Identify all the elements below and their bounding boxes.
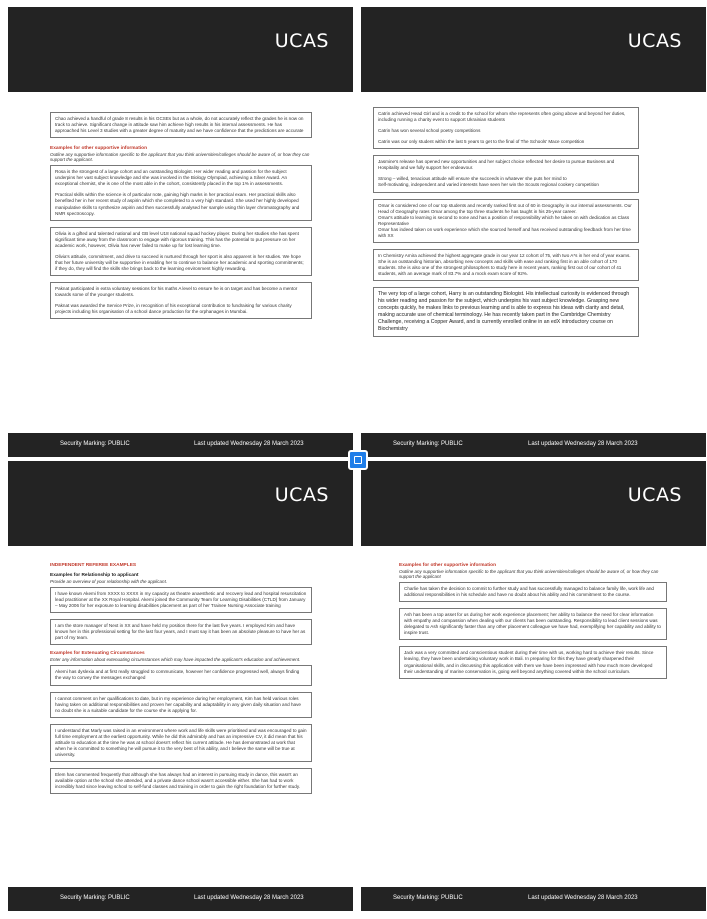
text-box xyxy=(373,199,639,243)
paragraph: Paknat was awarded the Service Prize, in recognition of his exceptional contribution to fundraising for various charity projects including his organisation of a school dance production for the orphanages in Mumbai. xyxy=(55,303,292,315)
text-box xyxy=(50,282,312,319)
section-heading: Examples for other supportive information xyxy=(50,146,148,152)
text-box xyxy=(399,608,667,640)
text-box xyxy=(50,227,312,276)
text-box xyxy=(399,582,667,602)
document-page-1 xyxy=(8,7,353,457)
paragraph: Charlie has taken the decision to commit to further study and has successfully managed to balance family life, work life and additional responsibilities in his schedule and have no doubt about his ability and his commitment to the course. xyxy=(404,586,654,598)
paragraph: Omar has indeed taken on work experience which she sourced herself and has received outstanding feedback from her time with XX xyxy=(378,226,631,238)
text-box xyxy=(50,768,312,794)
page-body xyxy=(373,107,639,343)
last-updated: Last updated Wednesday 28 March 2023 xyxy=(194,895,304,901)
paragraph: Self-motivating, independent and varied interests have seen her win the Scouts regional cookery competition xyxy=(378,182,599,188)
ucas-logo: UCAS xyxy=(274,484,329,506)
page-footer xyxy=(361,887,706,911)
section-subheading: Enter any information about extenuating circumstances which may have impacted the applicant's education and achievement. xyxy=(50,657,301,663)
paragraph: I have known Akemi from XXXX to XXXX in my capacity as theatre anaesthetic and recovery lead and hospital resuscitation lead practitioner at the XX Royal Hospital. Akemi joined the Community Team for Learning Disabilities (CTLD) from January – May 2006 for her exposure to learning disabilities placement as part of her Trainee Nursing Associate training xyxy=(55,591,307,609)
text-box xyxy=(50,165,312,220)
section-subheading: Outline any supportive information specific to the applicant that you think universities/colleges should be aware of, or how they can support the applicant xyxy=(399,569,659,579)
paragraph: In Chemistry Amira achieved the highest aggregate grade in our year 12 cohort of 75, with two A*s in her end of year exams. She is an outstanding historian, absorbing new concepts and skills with ease and ranking first in an able cohort of 170 students. She is also one of the strongest philosophers to study here in recent years, ranking first out of our cohort of 41 students, with an average mark of 83.7% and a mock exam score of 92%. xyxy=(378,252,631,277)
text-box xyxy=(50,112,312,138)
paragraph: Catrin has won several school poetry competitions xyxy=(378,128,481,134)
page-header xyxy=(361,461,706,546)
text-box xyxy=(50,692,312,718)
document-page-3 xyxy=(8,461,353,911)
text-box xyxy=(373,107,639,149)
security-marking: Security Marking: PUBLIC xyxy=(393,441,463,447)
document-title: INDEPENDENT REFEREE EXAMPLES xyxy=(50,563,137,568)
document-page-2 xyxy=(361,7,706,457)
page-switcher-icon[interactable] xyxy=(348,450,368,470)
page-footer xyxy=(361,433,706,457)
section-heading: Examples for other supportive information xyxy=(399,563,497,568)
section-heading: Examples for Extenuating Circumstances xyxy=(50,651,145,657)
text-box xyxy=(50,587,312,613)
paragraph: I am the store manager of Next in XX and have held my position there for the last five years. I employed Kim and have known her in this professional setting for the last four years, and I must say it has been an absolute pleasure to have her as part of my team. xyxy=(55,623,306,641)
page-body xyxy=(50,112,312,325)
text-box xyxy=(50,724,312,762)
ucas-logo: UCAS xyxy=(627,30,682,52)
page-header xyxy=(361,7,706,92)
text-box xyxy=(399,646,667,678)
paragraph: I cannot comment on her qualifications to date, but in my experience during her employment, Kim has held various roles having taken on additional responsibilities and proven her capability and adaptability in any given daily situation and have no doubt she is a suitable candidate for the course she is applying for. xyxy=(55,695,301,713)
security-marking: Security Marking: PUBLIC xyxy=(60,441,130,447)
paragraph: Olivia is a gifted and talented national and GB level U18 national squad hockey player. During her studies she has spent significant time away from the classroom to engage with rigorous training. This has the potential to put pressure on her academic work, however, Olivia has never failed to make up for lost learning time. xyxy=(55,230,299,248)
document-page-4 xyxy=(361,461,706,911)
security-marking: Security Marking: PUBLIC xyxy=(393,895,463,901)
paragraph: Paknat participated in extra voluntary sessions for his maths A level to ensure he is on target and has become a mentor towards some of the younger students. xyxy=(55,286,298,298)
paragraph: Chao achieved a handful of grade 8 results in his GCSEs but as a whole, do not accurately reflect the grades he is now on track to achieve. Significant change in attitude saw him achieve high results in his internal assessments. He has approached his Level 3 studies with a greater degree of maturity and we have confidence that the predictions are accurate xyxy=(55,116,304,134)
text-box xyxy=(50,665,312,685)
ucas-logo: UCAS xyxy=(274,30,329,52)
security-marking: Security Marking: PUBLIC xyxy=(60,895,130,901)
paragraph: Practical skills within the science is of particular note, gaining high marks in her practical exam. Her practical skills also benefited her in her recent study of aspirin which she completed to a very high standard. She used her highly developed manipulative skills to synthesize aspirin and then successfully analysed her sample using thin layer chromatography and NMR spectroscopy. xyxy=(55,192,300,216)
page-footer xyxy=(8,433,353,457)
page-header xyxy=(8,7,353,92)
page-footer xyxy=(8,887,353,911)
last-updated: Last updated Wednesday 28 March 2023 xyxy=(194,441,304,447)
paragraph: I understand that Marly was raised in an environment where work and life skills were prioritised and was encouraged to gain full time employment at the earliest opportunity. While he did this admirably and has an impressive CV, it did mean that his attitude to education at the time he was at school doesn't reflect his current attitude. He has demonstrated at work that when he is committed to something he will pursue it to the very best of his ability, and I believe the same will be true at university. xyxy=(55,727,307,757)
text-box xyxy=(373,249,639,281)
text-box xyxy=(50,619,312,645)
paragraph: Jack was a very committed and conscientious student during their time with us, working hard to achieve their results. Since leaving, they have been undertaking voluntary work in Bali. In preparing for this they have greatly sharpened their organisational skills, and in discussing this application with them we have been impressed with how much more developed their understanding of marine conservation is, going well beyond anything covered within the school curriculum. xyxy=(404,650,654,674)
text-box xyxy=(373,155,639,192)
paragraph: The very top of a large cohort, Harry is an outstanding Biologist. His intellectual curiosity is evidenced through his wider reading and passion for the subject, which underpins his vast subject knowledge. Grasping new concepts quickly, he makes links to previous learning and is able to express his ideas with clarity and detail, making accurate use of chemical terminology. He has recently taken part in the Cambridge Chemistry Challenge, receiving a Copper Award, and is currently enrolled online in an edX introductory course on Biochemistry xyxy=(378,291,630,333)
page-header xyxy=(8,461,353,546)
section-heading: Examples for Relationship to applicant xyxy=(50,573,139,578)
paragraph: Elem has commented frequently that although she has always had an interest in pursuing study in dance, this wasn't an available option at the school she attended, and a private dance school wasn't accessible either. She has had to work incredibly hard since leaving school to self-fund classes and training in order to gain the right foundation for further study. xyxy=(55,772,301,790)
page-body xyxy=(399,563,667,685)
paragraph: Strong – willed, tenacious attitude will ensure she succeeds in whatever she puts her mind to xyxy=(378,176,567,182)
paragraph: Catrin was our only student within the last 5 years to get to the final of The Schools' Mace competition xyxy=(378,139,585,145)
section-subheading: Provide an overview of your relationship with the applicant. xyxy=(50,579,168,584)
last-updated: Last updated Wednesday 28 March 2023 xyxy=(528,441,638,447)
ucas-logo: UCAS xyxy=(627,484,682,506)
paragraph: Catrin achieved Head Girl and is a credit to the school for whom she represents often going above and beyond her duties, including running a charity event to support Ukrainian students xyxy=(378,111,626,123)
paragraph: Rosa is the strongest of a large cohort and an outstanding Biologist. Her wider reading and passion for the subject underpins her vast subject knowledge and she was involved in the Biology Olympiad, achieving a Silver Award. An exceptional chemist, she is one of the most able in the cohort, consistently placed in the top 1% in assessments. xyxy=(55,169,288,187)
paragraph: Omar is considered one of our top students and recently ranked first out of 60 in Geography in our internal assessments. Our Head of Geography rates Omar among the top three students he has taught in his 25-year career. xyxy=(378,202,632,214)
section-subheading: Outline any supportive information specific to the applicant that you think universities/colleges should be aware of, or how they can support the applicant. xyxy=(50,152,310,163)
paragraph: Ash has been a top asset for us during her work experience placement; her ability to balance the need for clear information with empathy and compassion when dealing with our clients has been outstanding. Responsibility to lead client sessions was delegated to Ash significantly faster than any other placement colleague we have had, exemplifying her capability and ability to inspire trust. xyxy=(404,612,661,636)
paragraph: Omar's attitude to learning is second to none and has a position of responsibility which he takes on with dedication as Class Representative xyxy=(378,214,630,226)
paragraph: Olivia's attitude, commitment, and drive to succeed is nurtured through her sport is also apparent in her studies. We hope that her future university will be supportive in enabling her to continue to balance her academic and sporting commitments; if they do, they will find the skills she brings back to the learning environment highly rewarding. xyxy=(55,253,304,271)
last-updated: Last updated Wednesday 28 March 2023 xyxy=(528,895,638,901)
paragraph: Akemi has dyslexia and at first really struggled to communicate, however her confidence progressed well, always finding the way to convey the messages exchanged xyxy=(55,669,300,681)
text-box xyxy=(373,287,639,337)
page-body xyxy=(50,563,312,800)
paragraph: Jasmine's release has opened new opportunities and her subject choice reflected her desire to pursue Business and Hospitality and we fully support her endeavour. xyxy=(378,159,615,171)
